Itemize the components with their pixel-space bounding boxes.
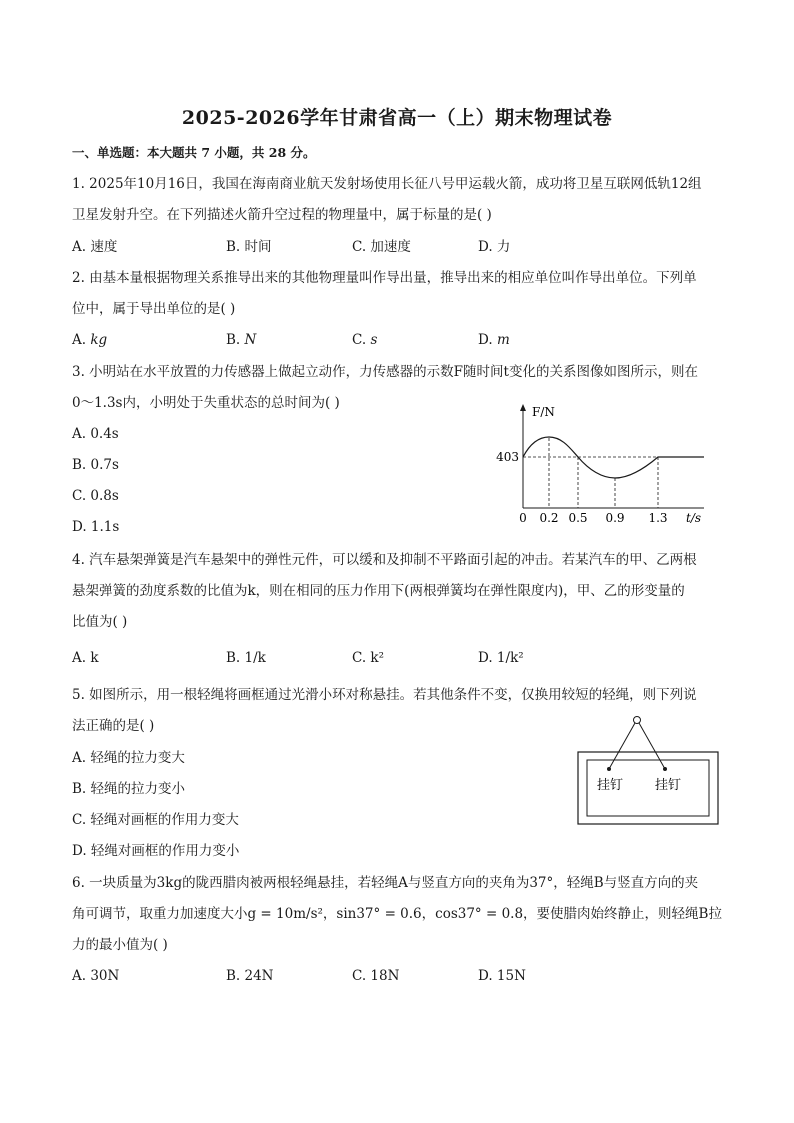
nail-label-right: 挂钉 (654, 778, 682, 793)
q5-option-b: B. 轻绳的拉力变小 (72, 781, 186, 797)
q5-stem-line1: 5. 如图所示，用一根轻绳将画框通过光滑小环对称悬挂。若其他条件不变，仅换用较短的轻绳，则下列说 (72, 687, 697, 703)
q1-option-d: D. 力 (478, 239, 511, 255)
q5-stem-line2: 法正确的是( ) (72, 718, 155, 734)
q4-option-b: B. 1/k (226, 650, 266, 666)
q1-stem-line1: 1. 2025年10月16日，我国在海南商业航天发射场使用长征八号甲运载火箭，成功将卫星互联网低轨12组 (72, 176, 702, 192)
q3-option-d: D. 1.1s (72, 519, 120, 535)
q6-stem-line3: 力的最小值为( ) (72, 937, 168, 953)
q2-option-c: C. s (352, 332, 378, 348)
x-tick-label: 1.3 (648, 511, 668, 525)
y-tick-label: 403 (496, 450, 519, 464)
rope-left (609, 723, 635, 769)
q4-stem-line3: 比值为( ) (72, 614, 128, 630)
q1-stem-line2: 卫星发射升空。在下列描述火箭升空过程的物理量中，属于标量的是( ) (72, 207, 492, 223)
q6-option-b: B. 24N (226, 968, 274, 984)
q6-option-c: C. 18N (352, 968, 400, 984)
q6-option-d: D. 15N (478, 968, 526, 984)
force-curve (523, 437, 704, 478)
section-heading: 一、单选题：本大题共 7 小题，共 28 分。 (72, 145, 316, 160)
q2-stem-line2: 位中，属于导出单位的是( ) (72, 301, 236, 317)
x-tick-label: 0.5 (568, 511, 588, 525)
q4-option-a: A. k (72, 650, 99, 666)
q4-stem-line2: 悬架弹簧的劲度系数的比值为k，则在相同的压力作用下(两根弹簧均在弹性限度内)，甲、乙的形变量的 (72, 583, 685, 599)
q4-stem-line1: 4. 汽车悬架弹簧是汽车悬架中的弹性元件，可以缓和及抑制不平路面引起的冲击。若某汽车的甲、乙两根 (72, 552, 697, 568)
x-tick-label: 0.2 (539, 511, 559, 525)
q4-option-c: C. k² (352, 650, 385, 666)
q3-option-c: C. 0.8s (72, 488, 119, 504)
q3-option-b: B. 0.7s (72, 457, 119, 473)
q5-option-a: A. 轻绳的拉力变大 (72, 750, 185, 766)
q2-stem-line1: 2. 由基本量根据物理关系推导出来的其他物理量叫作导出量，推导出来的相应单位叫作导出单位。下列单 (72, 270, 697, 286)
q5-option-d: D. 轻绳对画框的作用力变小 (72, 843, 240, 859)
q6-stem-line2: 角可调节，取重力加速度大小g = 10m/s²，sin37° = 0.6，cos37° = 0.8，要使腊肉始终静止，则轻绳B拉 (72, 906, 722, 922)
origin-label: 0 (519, 511, 527, 525)
exam-title: 2025-2026学年甘肃省高一（上）期末物理试卷 (181, 107, 613, 129)
q6-stem-line1: 6. 一块质量为3kg的陇西腊肉被两根轻绳悬挂，若轻绳A与竖直方向的夹角为37°，轻绳B与竖直方向的夹 (72, 875, 699, 891)
q6-option-a: A. 30N (72, 968, 120, 984)
picture-frame-figure (574, 712, 724, 828)
q3-option-a: A. 0.4s (72, 426, 119, 442)
force-time-graph (490, 400, 720, 528)
q5-option-c: C. 轻绳对画框的作用力变大 (72, 812, 239, 828)
x-axis-label: t/s (686, 511, 702, 525)
q1-option-b: B. 时间 (226, 239, 272, 255)
nail-left (607, 767, 611, 771)
q3-stem-line1: 3. 小明站在水平放置的力传感器上做起立动作，力传感器的示数F随时间t变化的关系图像如图所示，则在 (72, 364, 698, 380)
rope-right (639, 723, 665, 769)
q3-stem-line2: 0～1.3s内，小明处于失重状态的总时间为( ) (72, 395, 340, 411)
q4-option-d: D. 1/k² (478, 650, 524, 666)
y-axis-label: F/N (532, 405, 555, 419)
x-tick-label: 0.9 (605, 511, 625, 525)
nail-label-left: 挂钉 (596, 778, 624, 793)
smooth-ring (634, 717, 641, 724)
q2-option-b: B. N (226, 332, 257, 348)
q2-option-a: A. kg (72, 332, 108, 348)
q2-option-d: D. m (478, 332, 510, 348)
q1-option-c: C. 加速度 (352, 239, 411, 255)
nail-right (663, 767, 667, 771)
q1-option-a: A. 速度 (72, 239, 118, 255)
